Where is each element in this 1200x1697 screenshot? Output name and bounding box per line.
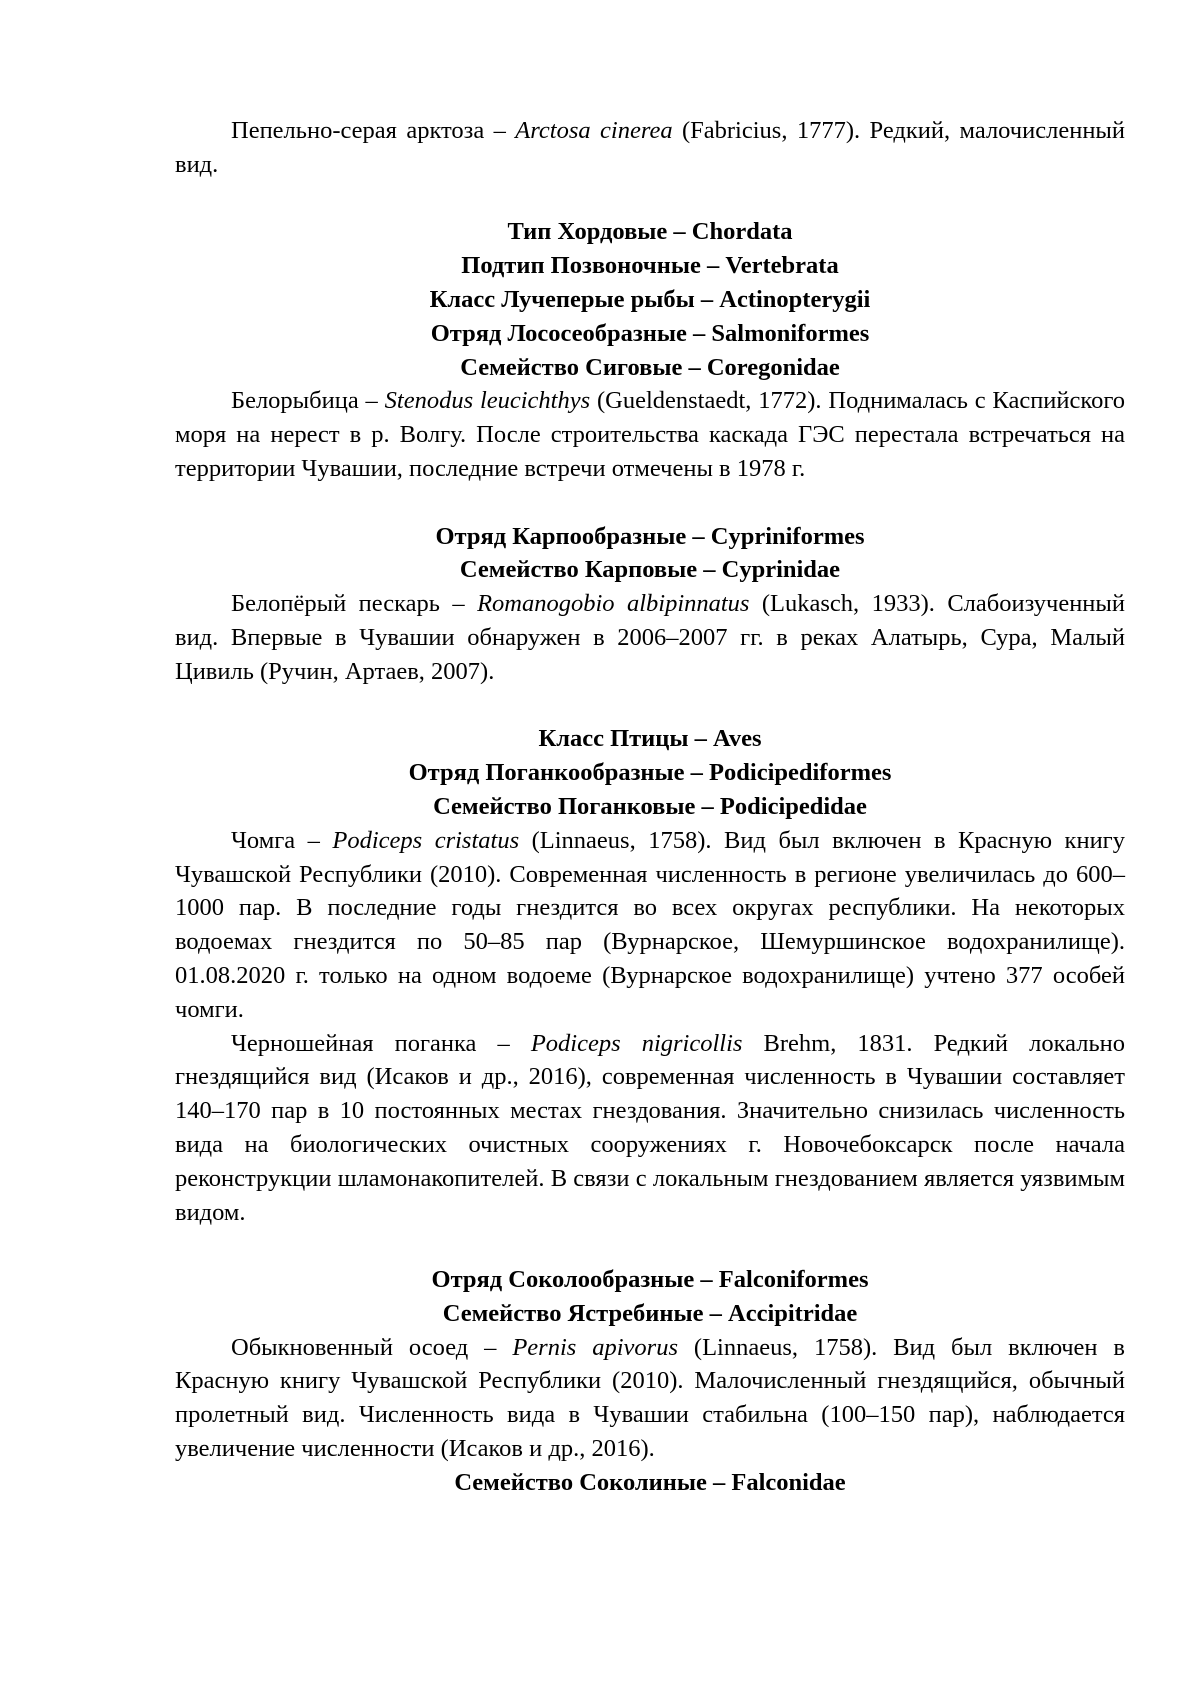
species-description: (Fabricius, 1777). Редкий, малочисленный вид. bbox=[175, 117, 1126, 178]
latin-name: Arctosa cinerea bbox=[515, 117, 673, 144]
species-name: Белорыбица bbox=[231, 387, 359, 415]
taxon-heading-aves bbox=[175, 722, 1125, 823]
document-page bbox=[175, 114, 1125, 1500]
heading-line: Семейство Поганковые – Podicipedidae bbox=[433, 792, 867, 820]
species-name: Чомга bbox=[231, 826, 296, 854]
dash: – bbox=[295, 826, 333, 854]
species-name: Пепельно-серая арктоза bbox=[231, 117, 485, 144]
taxon-heading-cypriniformes bbox=[175, 520, 1125, 588]
heading-line: Отряд Соколообразные – Falconiformes bbox=[431, 1266, 869, 1294]
latin-name: Pernis apivorus bbox=[512, 1333, 678, 1361]
species-description: (Gueldenstaedt, 1772). Поднималась с Каспийского моря на нерест в р. Волгу. После строительства каскада ГЭС перестала встречаться на территории Чувашии, последние встречи отмечены в 1978 г. bbox=[175, 387, 1126, 482]
heading-line: Отряд Поганкообразные – Podicipediformes bbox=[408, 759, 892, 787]
dash: – bbox=[439, 590, 478, 618]
species-name: Белопёрый пескарь bbox=[231, 590, 440, 618]
species-description: (Lukasch, 1933). Слабоизученный вид. Впервые в Чувашии обнаружен в 2006–2007 гг. в реках Алатырь, Сура, Малый Цивиль (Ручин, Артаев, 2007). bbox=[175, 590, 1125, 685]
dash: – bbox=[476, 1029, 531, 1057]
species-name: Обыкновенный осоед bbox=[231, 1333, 469, 1361]
heading-line: Класс Лучеперые рыбы – Actinopterygii bbox=[429, 285, 871, 313]
taxon-heading-falconidae bbox=[175, 1466, 1125, 1500]
species-name: Черношейная поганка bbox=[231, 1029, 477, 1057]
species-paragraph-arctosa bbox=[175, 114, 1125, 182]
heading-line: Тип Хордовые – Chordata bbox=[507, 218, 793, 246]
latin-name: Podiceps cristatus bbox=[332, 826, 520, 854]
dash: – bbox=[484, 117, 516, 144]
taxon-heading-chordata bbox=[175, 215, 1125, 384]
species-description: Brehm, 1831. Редкий локально гнездящийся вид (Исаков и др., 2016), современная численность в Чувашии составляет 140–170 пар в 10 постоянных местах гнездования. Значительно снизилась численность вида на биологических очистных сооружениях г. Новочебоксарск после начала реконструкции шламонакопителей. В связи с локальным гнездованием является уязвимым видом. bbox=[175, 1029, 1125, 1226]
species-description: (Linnaeus, 1758). Вид был включен в Красную книгу Чувашской Республики (2010). Малочисленный гнездящийся, обычный пролетный вид. Численность вида в Чувашии стабильна (100–150 пар), наблюдается увеличение численности (Исаков и др., 2016). bbox=[175, 1333, 1126, 1463]
latin-name: Romanogobio albipinnatus bbox=[477, 590, 750, 618]
species-paragraph-pernis bbox=[175, 1331, 1125, 1466]
heading-line: Отряд Карпообразные – Cypriniformes bbox=[435, 522, 865, 550]
latin-name: Podiceps nigricollis bbox=[530, 1029, 743, 1057]
heading-line: Отряд Лососеобразные – Salmoniformes bbox=[430, 319, 870, 347]
heading-line: Семейство Карповые – Cyprinidae bbox=[459, 556, 841, 584]
heading-line: Класс Птицы – Aves bbox=[538, 725, 762, 753]
species-description: (Linnaeus, 1758). Вид был включен в Красную книгу Чувашской Республики (2010). Современная численность в регионе увеличилась до 600–1000 пар. В последние годы гнездится во всех округах республики. На некоторых водоемах гнездится по 50–85 пар (Вурнарское, Шемуршинское водохранилище). 01.08.2020 г. только на одном водоеме (Вурнарское водохранилище) учтено 377 особей чомги. bbox=[175, 826, 1125, 1023]
heading-line: Семейство Ястребиные – Accipitridae bbox=[442, 1299, 858, 1327]
species-paragraph-stenodus bbox=[175, 384, 1125, 485]
species-paragraph-podiceps-nigricollis bbox=[175, 1027, 1125, 1230]
species-paragraph-romanogobio bbox=[175, 587, 1125, 688]
dash: – bbox=[468, 1333, 513, 1361]
heading-line: Семейство Соколиные – Falconidae bbox=[454, 1468, 846, 1496]
species-paragraph-podiceps-cristatus bbox=[175, 824, 1125, 1027]
dash: – bbox=[358, 387, 385, 415]
heading-line: Подтип Позвоночные – Vertebrata bbox=[461, 252, 839, 280]
heading-line: Семейство Сиговые – Coregonidae bbox=[460, 353, 840, 381]
latin-name: Stenodus leucichthys bbox=[384, 387, 591, 415]
taxon-heading-falconiformes bbox=[175, 1263, 1125, 1331]
